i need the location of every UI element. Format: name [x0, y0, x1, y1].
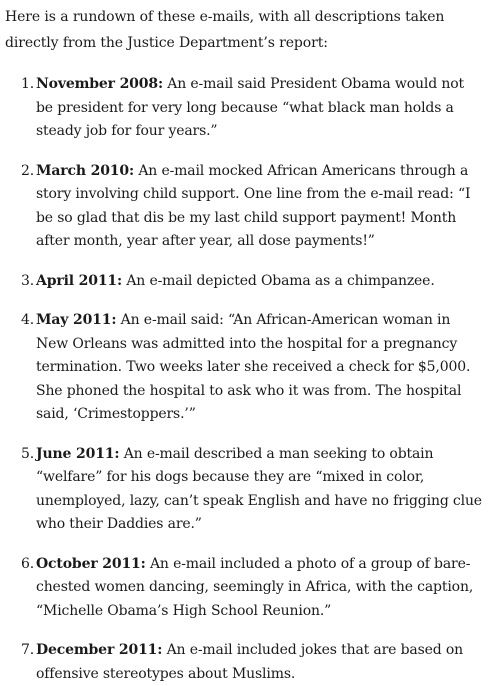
- item-date: December 2011:: [36, 642, 163, 658]
- item-number: 4.: [21, 312, 35, 328]
- list-item: [5, 553, 485, 624]
- email-list: [5, 73, 485, 686]
- item-date: November 2008:: [36, 76, 163, 92]
- item-description: An e-mail mocked African Americans through a story involving child support. One line from the e-mail read: “I be so glad that dis be my last child support payment! Month after month, year after year, all dose payments!”: [36, 162, 471, 249]
- list-item: [5, 73, 485, 144]
- item-date: May 2011:: [36, 312, 117, 328]
- list-item: [5, 270, 485, 294]
- list-item: [5, 309, 485, 427]
- item-date: March 2010:: [36, 162, 135, 179]
- item-date: October 2011:: [36, 555, 146, 572]
- item-number: 2.: [21, 162, 35, 179]
- item-date: June 2011:: [36, 445, 120, 462]
- item-date: April 2011:: [36, 272, 123, 289]
- item-number: 7.: [21, 642, 35, 658]
- item-number: 3.: [21, 272, 35, 289]
- list-item: [5, 639, 485, 686]
- item-number: 6.: [21, 555, 35, 572]
- item-description: An e-mail included a photo of a group of bare-chested women dancing, seemingly in Africa, with the caption, “Michelle Obama’s High School Reunion.”: [36, 555, 474, 619]
- item-description: An e-mail depicted Obama as a chimpanzee.: [122, 272, 435, 289]
- list-item: [5, 443, 485, 537]
- item-description: An e-mail included jokes that are based on offensive stereotypes about Muslims.: [36, 642, 464, 682]
- item-description: An e-mail said President Obama would not be president for very long because “what black man holds a steady job for four years.”: [36, 76, 464, 139]
- item-description: An e-mail said: “An African-American woman in New Orleans was admitted into the hospital for a pregnancy termination. Two weeks later she received a check for $5,000. She phoned the hospital to ask who it was from. The hospital said, ‘Crimestoppers.’”: [36, 312, 471, 422]
- item-description: An e-mail described a man seeking to obtain “welfare” for his dogs because they are “mixed in color, unemployed, lazy, can’t speak English and have no frigging clue who their Daddies are.”: [36, 445, 482, 532]
- item-number: 5.: [21, 445, 35, 462]
- item-number: 1.: [21, 76, 35, 92]
- intro-paragraph: Here is a rundown of these e-mails, with all descriptions taken directly from the Justice Department’s report:: [5, 9, 445, 51]
- list-item: [5, 160, 485, 254]
